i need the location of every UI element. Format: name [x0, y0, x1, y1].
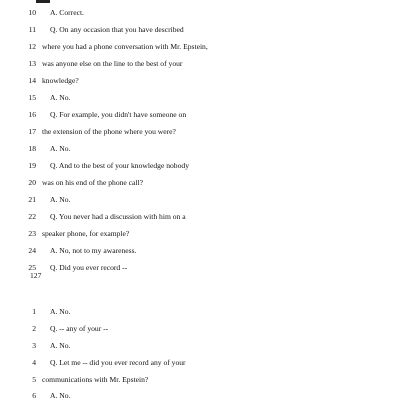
- line-number: 17: [28, 127, 36, 136]
- line-number: 3: [32, 341, 36, 350]
- line-number: 2: [32, 324, 36, 333]
- line-number: 10: [28, 8, 36, 17]
- line-number: 21: [28, 195, 36, 204]
- line-number: 1: [32, 307, 36, 316]
- page-number: 127: [30, 271, 42, 280]
- line-number: 22: [28, 212, 36, 221]
- line-text: A. No, not to my awareness.: [50, 246, 137, 255]
- line-text: A. No.: [50, 307, 71, 316]
- line-number: 15: [28, 93, 36, 102]
- line-text: Q. Let me -- did you ever record any of your: [50, 358, 186, 367]
- line-text: speaker phone, for example?: [42, 229, 130, 238]
- line-text: knowledge?: [42, 76, 79, 85]
- top-edge-mark: [36, 0, 50, 3]
- line-text: Q. Did you ever record --: [50, 263, 128, 272]
- line-text: Q. -- any of your --: [50, 324, 109, 333]
- line-text: Q. On any occasion that you have described: [50, 25, 184, 34]
- line-text: where you had a phone conversation with Mr. Epstein,: [42, 42, 208, 51]
- line-number: 19: [28, 161, 36, 170]
- line-number: 23: [28, 229, 36, 238]
- line-number: 18: [28, 144, 36, 153]
- line-number: 20: [28, 178, 36, 187]
- line-text: Q. And to the best of your knowledge nobody: [50, 161, 189, 170]
- line-text: A. No.: [50, 195, 71, 204]
- line-text: Q. For example, you didn't have someone on: [50, 110, 187, 119]
- line-number: 12: [28, 42, 36, 51]
- line-text: Q. You never had a discussion with him on a: [50, 212, 186, 221]
- line-text: A. No.: [50, 391, 71, 400]
- line-text: communications with Mr. Epstein?: [42, 375, 149, 384]
- line-text: the extension of the phone where you were?: [42, 127, 176, 136]
- line-text: A. No.: [50, 93, 71, 102]
- line-number: 14: [28, 76, 36, 85]
- line-number: 16: [28, 110, 36, 119]
- line-number: 6: [32, 391, 36, 400]
- line-number: 4: [32, 358, 36, 367]
- line-number: 24: [28, 246, 36, 255]
- line-number: 25: [28, 263, 36, 272]
- line-text: A. No.: [50, 341, 71, 350]
- line-number: 5: [32, 375, 36, 384]
- line-text: A. No.: [50, 144, 71, 153]
- line-text: was anyone else on the line to the best of your: [42, 59, 183, 68]
- line-text: was on his end of the phone call?: [42, 178, 144, 187]
- line-number: 13: [28, 59, 36, 68]
- line-text: A. Correct.: [50, 8, 84, 17]
- line-number: 11: [28, 25, 36, 34]
